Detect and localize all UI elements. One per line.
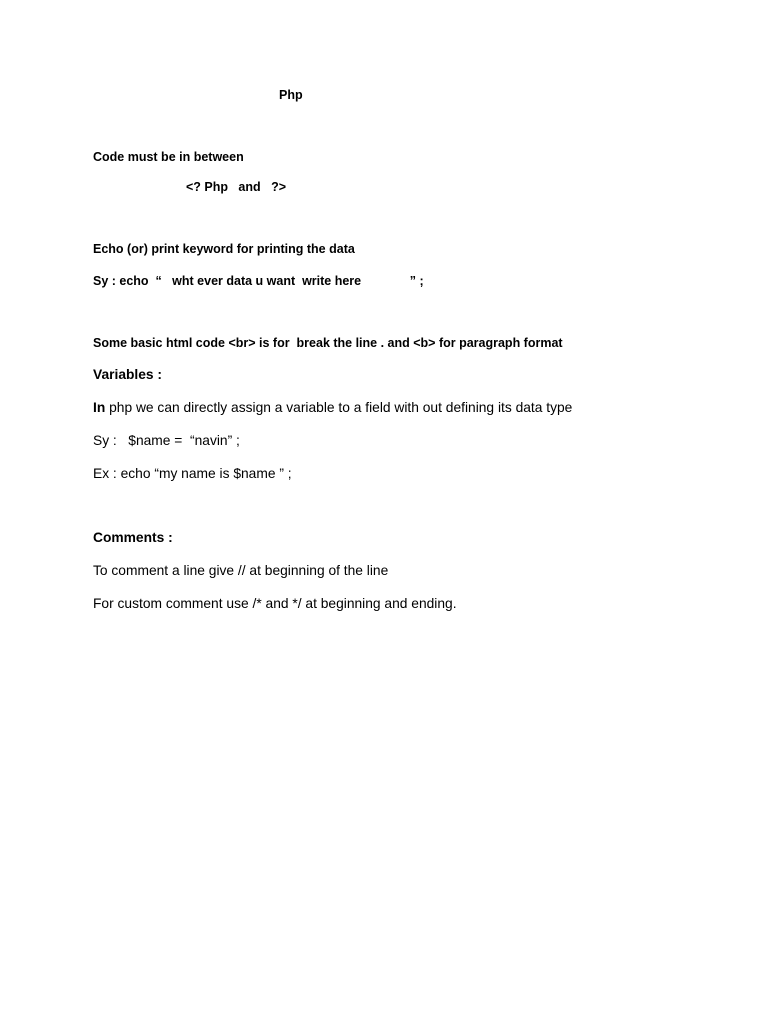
variables-example: Ex : echo “my name is $name ” ; <box>93 466 292 481</box>
variables-description-rest: php we can directly assign a variable to a field with out defining its data type <box>105 400 573 415</box>
variables-description-bold: In <box>93 400 106 415</box>
comments-line-1: To comment a line give // at beginning of the line <box>93 563 389 578</box>
comments-heading: Comments : <box>93 530 173 545</box>
variables-syntax: Sy : $name = “navin” ; <box>93 433 240 448</box>
document-title: Php <box>279 88 303 102</box>
variables-heading: Variables : <box>93 367 163 382</box>
intro-line-1: Code must be in between <box>93 150 244 164</box>
intro-code-tags: <? Php and ?> <box>186 180 287 194</box>
comments-line-2: For custom comment use /* and */ at beginning and ending. <box>93 596 457 611</box>
variables-description <box>93 401 572 415</box>
echo-syntax: Sy : echo “ wht ever data u want write here ” ; <box>93 274 424 288</box>
html-note: Some basic html code <br> is for break the line . and <b> for paragraph format <box>93 336 563 350</box>
echo-description: Echo (or) print keyword for printing the data <box>93 242 355 256</box>
